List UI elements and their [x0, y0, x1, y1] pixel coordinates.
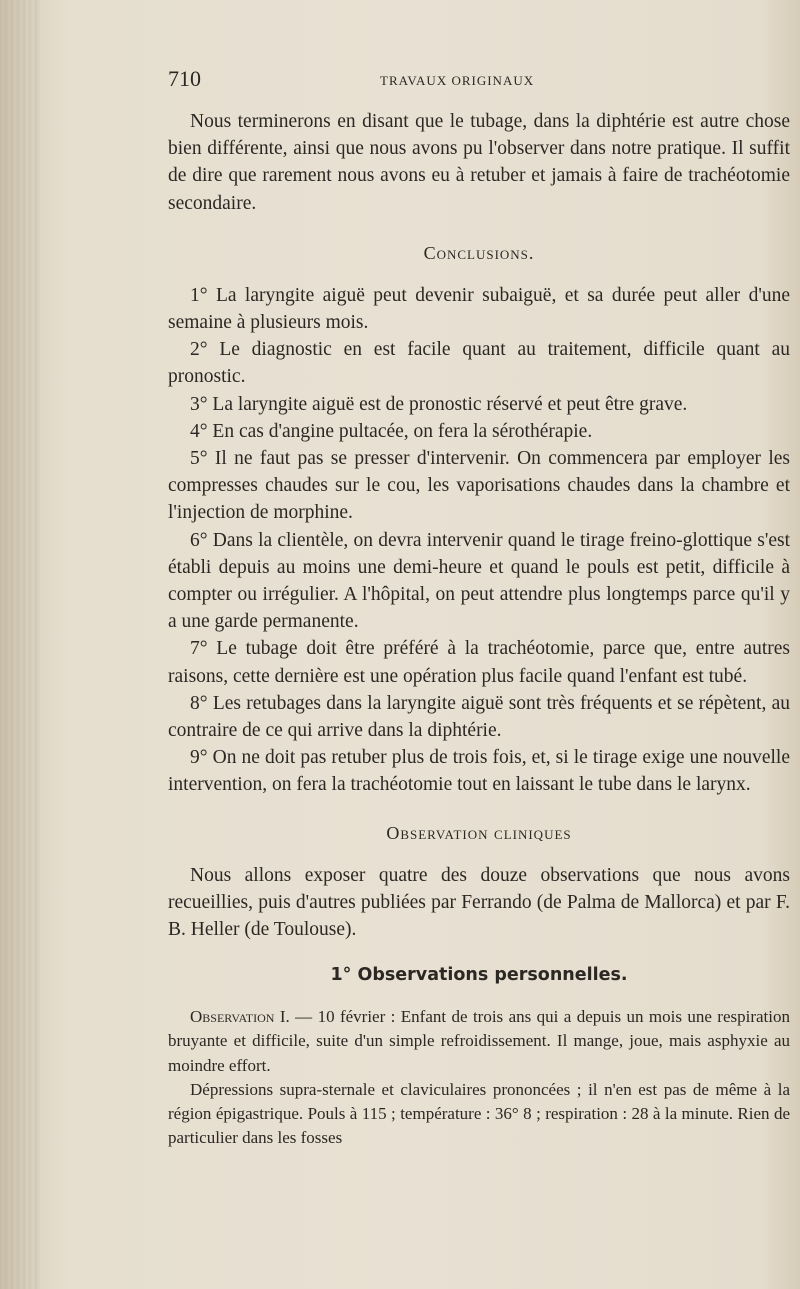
intro-paragraph: Nous terminerons en disant que le tubage, dans la diphtérie est autre chose bien différente, ainsi que nous avons pu l'observer dans notre pratique. Il suffit de dire que rarement nous avons eu à retuber et jamais à faire de trachéotomie secondaire.: [168, 111, 790, 214]
page-header: [168, 66, 788, 96]
page-body: [168, 108, 790, 1151]
conclusion-item-8: 8° Les retubages dans la laryngite aiguë sont très fréquents et se répètent, au contraire de ce qui arrive dans la diphtérie.: [168, 692, 790, 742]
conclusion-item-6: 6° Dans la clientèle, on devra intervenir quand le tirage freino-glottique s'est établi depuis au moins une demi-heure et quand le pouls est petit, difficile à compter ou irrégulier. A l'hôpital, on peut attendre plus longtemps parce qu'il y a une garde permanente.: [168, 529, 790, 633]
conclusion-item-5: 5° Il ne faut pas se presser d'intervenir. On commencera par employer les compresses chaudes sur le cou, les vaporisations chaudes dans la chambre et l'injection de morphine.: [168, 448, 790, 524]
page-number: 710: [168, 66, 201, 91]
observation-1-paragraph-2: Dépressions supra-sternale et claviculaires prononcées ; il n'en est pas de même à la région épigastrique. Pouls à 115 ; température : 36° 8 ; respiration : 28 à la minute. Rien de particulier dans les fosses: [168, 1079, 790, 1148]
observation-1-text: — 10 février : Enfant de trois ans qui a depuis un mois une respiration bruyante et difficile, suite d'un simple refroidissement. Il mange, joue, mais asphyxie au moindre effort.: [168, 1007, 790, 1075]
observations-intro: Nous allons exposer quatre des douze observations que nous avons recueillies, puis d'autres publiées par Ferrando (de Palma de Mallorca) et par F. B. Heller (de Toulouse).: [168, 864, 790, 941]
conclusion-item-4: 4° En cas d'angine pultacée, on fera la sérothérapie.: [190, 420, 593, 442]
observation-1-label: Observation I.: [190, 1007, 290, 1027]
conclusion-item-3: 3° La laryngite aiguë est de pronostic réservé et peut être grave.: [190, 393, 688, 415]
running-head: TRAVAUX ORIGINAUX: [380, 73, 535, 88]
conclusion-item-1: 1° La laryngite aiguë peut devenir subaiguë, et sa durée peut aller d'une semaine à plusieurs mois.: [168, 284, 790, 334]
page-gutter-shadow: [0, 0, 40, 1289]
observation-1-paragraph: [168, 1005, 790, 1078]
conclusion-item-2: 2° Le diagnostic en est facile quant au traitement, difficile quant au pronostic.: [168, 339, 790, 388]
conclusion-item-7: 7° Le tubage doit être préféré à la trachéotomie, parce que, entre autres raisons, cette dernière est une opération plus facile quand l'enfant est tubé.: [168, 638, 790, 687]
observation-1: [168, 1005, 790, 1150]
conclusions-heading: Conclusions.: [423, 242, 535, 263]
personal-observations-subheading: 1° Observations personnelles.: [330, 965, 628, 986]
observations-heading: Observation cliniques: [386, 822, 572, 843]
conclusion-item-9: 9° On ne doit pas retuber plus de trois fois, et, si le tirage exige une nouvelle intervention, on fera la trachéotomie tout en laissant le tube dans le larynx.: [168, 747, 790, 796]
